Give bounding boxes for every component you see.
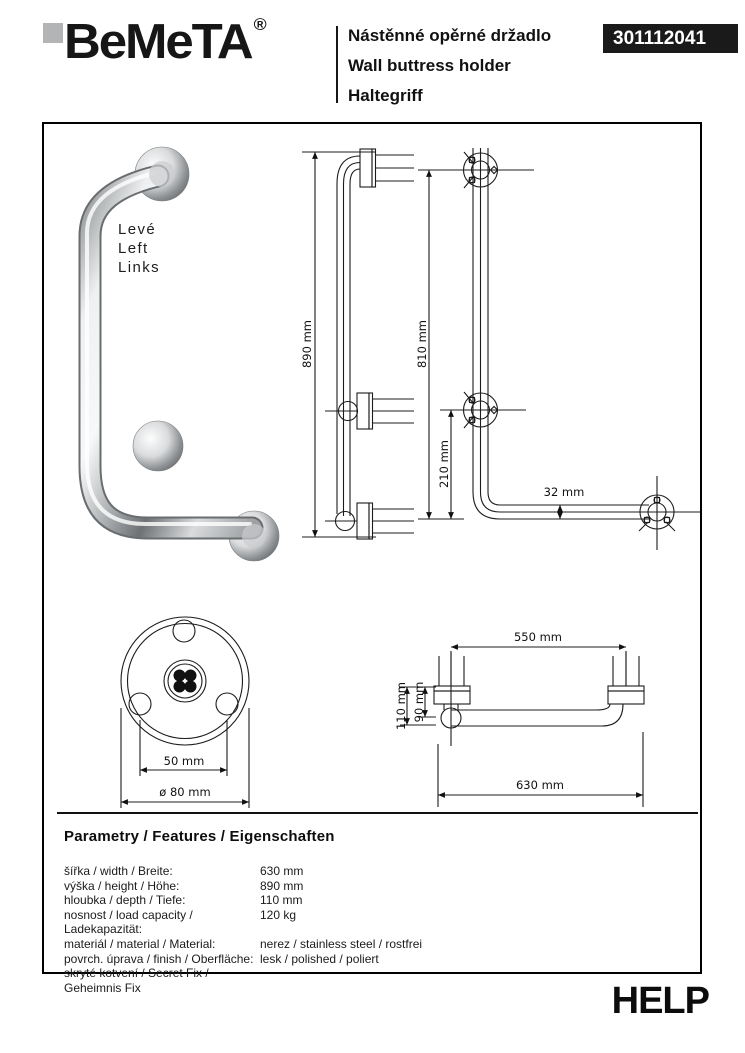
table-row <box>64 864 682 879</box>
table-row <box>64 966 682 995</box>
param-value: 630 mm <box>260 864 304 878</box>
brand-logo <box>64 14 267 70</box>
front-view-drawing <box>415 148 700 550</box>
dim-height-lower-segment: 210 mm <box>437 439 451 489</box>
dim-depth-center: 90 mm <box>412 681 426 723</box>
table-row <box>64 893 682 908</box>
dim-width-overall: 630 mm <box>515 778 565 792</box>
dim-flange-diameter: ø 80 mm <box>159 785 211 799</box>
flange-detail-drawing <box>121 617 249 808</box>
table-row <box>64 937 682 952</box>
param-label: šířka / width / Breite: <box>64 864 173 878</box>
header-divider <box>336 26 338 103</box>
table-row <box>64 952 682 967</box>
logo-gray-square-icon <box>43 23 63 43</box>
dim-depth-overall: 110 mm <box>394 681 408 731</box>
product-code-badge: 301112041 <box>603 24 738 53</box>
orientation-cs: Levé <box>118 221 157 238</box>
product-title-de: Haltegriff <box>348 86 423 105</box>
param-value: nerez / stainless steel / rostfrei <box>260 936 423 951</box>
param-label: skryté kotvení / Secret Fix / Geheimnis Fix <box>64 966 209 995</box>
orientation-labels <box>118 220 160 277</box>
param-value: lesk / polished / poliert <box>260 951 379 966</box>
side-view-drawing <box>300 149 414 539</box>
param-label: výška / height / Höhe: <box>64 878 180 893</box>
orientation-en: Left <box>118 240 149 257</box>
param-value: 890 mm <box>260 878 304 893</box>
product-title-en: Wall buttress holder <box>348 56 511 75</box>
parameters-title: Parametry / Features / Eigenschaften <box>64 828 335 845</box>
dim-height-mounts: 810 mm <box>415 319 429 369</box>
param-label: povrch. úprava / finish / Oberfläche: <box>64 951 254 966</box>
brand-text: BeMeTA <box>64 15 252 69</box>
parameters-section <box>64 828 682 995</box>
top-view-drawing <box>394 630 644 807</box>
product-title-cs: Nástěnné opěrné držadlo <box>348 26 552 45</box>
orientation-de: Links <box>118 259 161 276</box>
registered-trademark-icon: ® <box>253 15 267 34</box>
param-label: hloubka / depth / Tiefe: <box>64 893 186 908</box>
drawing-sheet <box>42 122 702 995</box>
table-row <box>64 879 682 894</box>
param-label: nosnost / load capacity / Ladekapazität: <box>64 907 193 937</box>
product-photo <box>87 147 279 561</box>
dim-flange-hole-spacing: 50 mm <box>163 754 205 768</box>
help-wordmark: HELP <box>611 980 709 1022</box>
param-value: 120 kg <box>260 907 297 922</box>
param-label: materiál / material / Material: <box>64 936 216 951</box>
dim-tube-diameter: 32 mm <box>543 485 585 499</box>
table-row <box>64 908 682 937</box>
product-titles <box>348 21 551 111</box>
parameters-table <box>64 864 682 995</box>
param-value: 110 mm <box>260 893 303 908</box>
dim-height-overall: 890 mm <box>300 319 314 369</box>
dim-mount-spacing: 550 mm <box>513 630 563 644</box>
